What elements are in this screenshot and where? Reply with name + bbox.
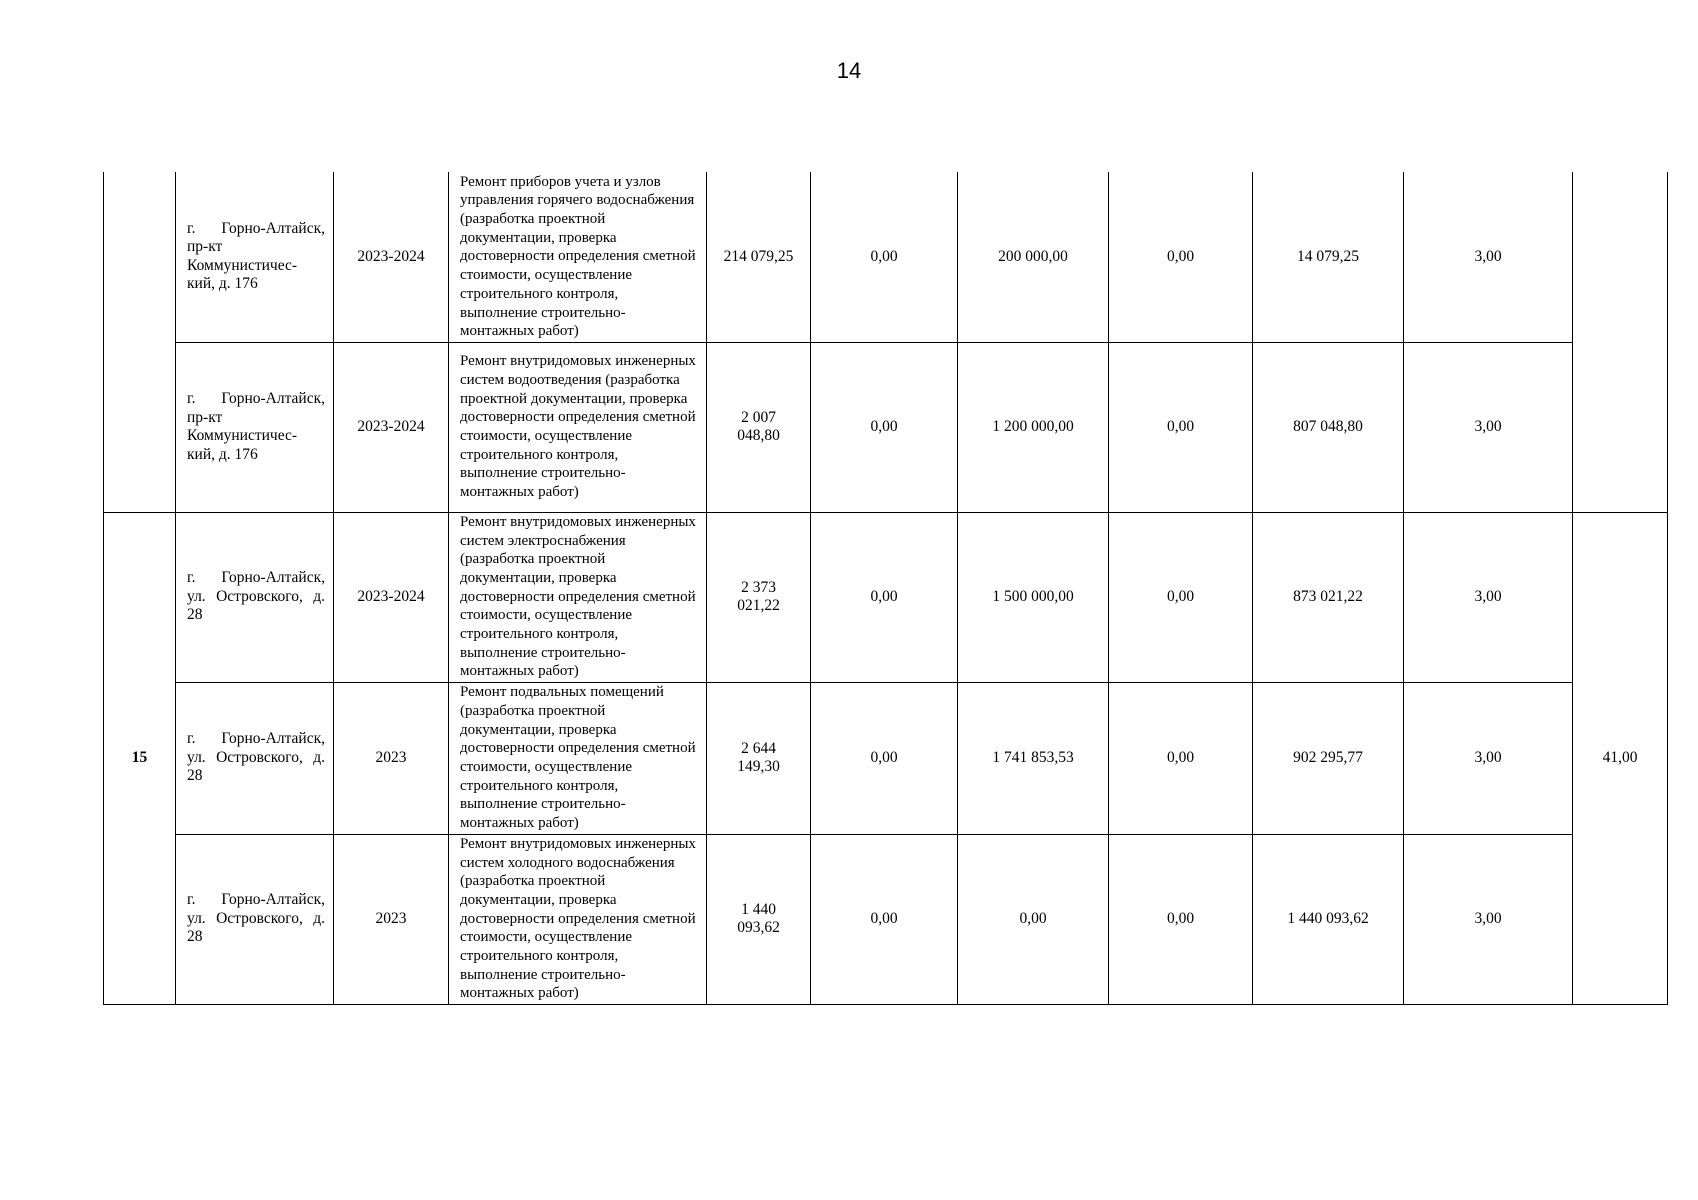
address-cell: г. Горно-Алтайск, ул. Островского, д. 28 — [176, 834, 334, 1004]
amount-cell-c: 0,00 — [1109, 512, 1253, 682]
amount-cell-a: 0,00 — [811, 834, 958, 1004]
amount-cell-b: 1 200 000,00 — [958, 342, 1109, 512]
period-cell: 2023-2024 — [334, 172, 449, 342]
table-row — [104, 834, 1668, 1004]
period-cell: 2023 — [334, 834, 449, 1004]
address-cell: г. Горно-Алтайск, ул. Островского, д. 28 — [176, 512, 334, 682]
page-number: 14 — [836, 58, 862, 83]
amount-cell-d: 14 079,25 — [1253, 172, 1404, 342]
work-description-cell: Ремонт внутридомовых инженерных систем водоотведения (разработка проектной документации, проверка достоверности определения сметной стоимости, осуществление строительного контроля, выполнение строительно-монтажных работ) — [449, 342, 707, 512]
amount-cell-d: 1 440 093,62 — [1253, 834, 1404, 1004]
address-cell: г. Горно-Алтайск, пр-кт Коммунистичес-кий, д. 176 — [176, 342, 334, 512]
amount-cell-c: 0,00 — [1109, 682, 1253, 834]
group-share-cell-previous — [1573, 172, 1668, 512]
percent-cell: 3,00 — [1404, 512, 1573, 682]
total-cost-cell: 2 007 048,80 — [707, 342, 811, 512]
table-row — [104, 342, 1668, 512]
total-cost-cell: 2 373 021,22 — [707, 512, 811, 682]
amount-cell-a: 0,00 — [811, 172, 958, 342]
period-cell: 2023-2024 — [334, 342, 449, 512]
percent-cell: 3,00 — [1404, 172, 1573, 342]
work-description-cell: Ремонт приборов учета и узлов управления горячего водоснабжения (разработка проектной документации, проверка достоверности определения сметной стоимости, осуществление строительного контроля, выполнение строительно-монтажных работ) — [449, 172, 707, 342]
total-cost-cell: 1 440 093,62 — [707, 834, 811, 1004]
amount-cell-c: 0,00 — [1109, 172, 1253, 342]
table-row — [104, 172, 1668, 342]
total-cost-cell: 2 644 149,30 — [707, 682, 811, 834]
percent-cell: 3,00 — [1404, 682, 1573, 834]
group-number-cell-previous — [104, 172, 176, 512]
amount-cell-b: 200 000,00 — [958, 172, 1109, 342]
amount-cell-a: 0,00 — [811, 512, 958, 682]
amount-cell-b: 1 500 000,00 — [958, 512, 1109, 682]
amount-cell-d: 873 021,22 — [1253, 512, 1404, 682]
work-description-cell: Ремонт внутридомовых инженерных систем электроснабжения (разработка проектной документации, проверка достоверности определения сметной стоимости, осуществление строительного контроля, выполнение строительно-монтажных работ) — [449, 512, 707, 682]
amount-cell-b: 1 741 853,53 — [958, 682, 1109, 834]
percent-cell: 3,00 — [1404, 342, 1573, 512]
table-row — [104, 682, 1668, 834]
group-number-cell: 15 — [104, 512, 176, 1004]
address-cell: г. Горно-Алтайск, ул. Островского, д. 28 — [176, 682, 334, 834]
capital-repair-table — [103, 172, 1668, 1005]
amount-cell-c: 0,00 — [1109, 342, 1253, 512]
address-cell: г. Горно-Алтайск, пр-кт Коммунистичес-кий, д. 176 — [176, 172, 334, 342]
period-cell: 2023 — [334, 682, 449, 834]
amount-cell-c: 0,00 — [1109, 834, 1253, 1004]
percent-cell: 3,00 — [1404, 834, 1573, 1004]
amount-cell-b: 0,00 — [958, 834, 1109, 1004]
amount-cell-a: 0,00 — [811, 342, 958, 512]
work-description-cell: Ремонт внутридомовых инженерных систем холодного водоснабжения (разработка проектной документации, проверка достоверности определения сметной стоимости, осуществление строительного контроля, выполнение строительно-монтажных работ) — [449, 834, 707, 1004]
total-cost-cell: 214 079,25 — [707, 172, 811, 342]
amount-cell-d: 902 295,77 — [1253, 682, 1404, 834]
table-row — [104, 512, 1668, 682]
amount-cell-a: 0,00 — [811, 682, 958, 834]
work-description-cell: Ремонт подвальных помещений (разработка проектной документации, проверка достоверности определения сметной стоимости, осуществление строительного контроля, выполнение строительно-монтажных работ) — [449, 682, 707, 834]
group-share-cell: 41,00 — [1573, 512, 1668, 1004]
period-cell: 2023-2024 — [334, 512, 449, 682]
amount-cell-d: 807 048,80 — [1253, 342, 1404, 512]
